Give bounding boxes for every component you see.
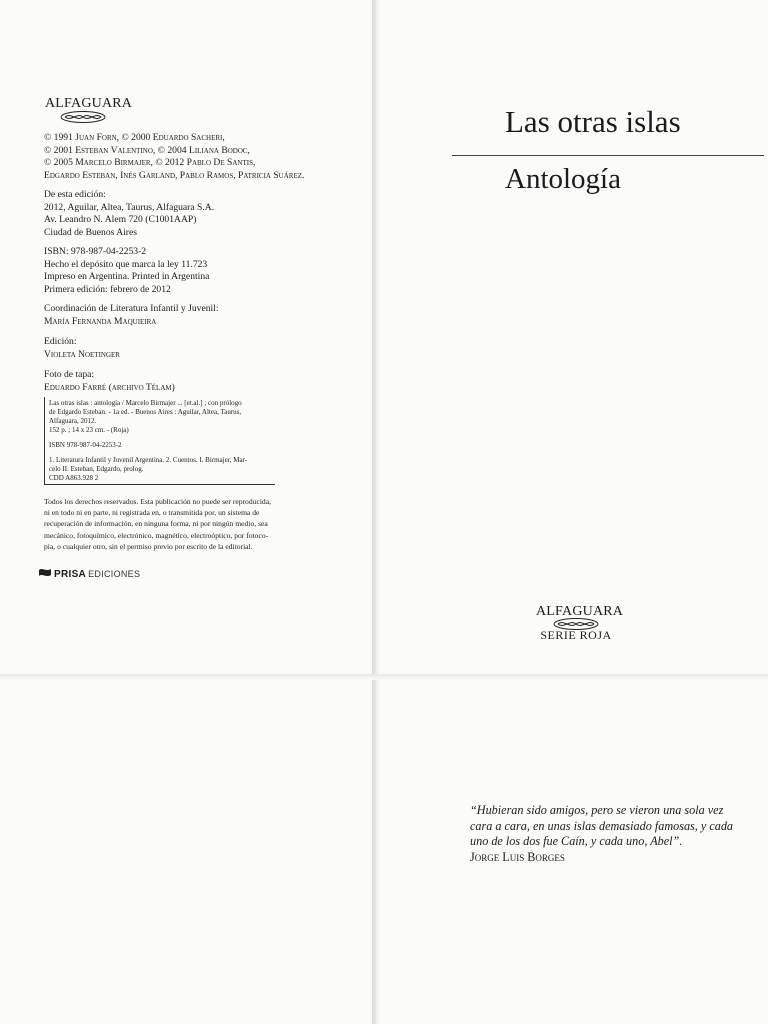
printed-in-line: Impreso en Argentina. Printed in Argentina: [44, 271, 210, 283]
spine-shadow-bottom: [372, 680, 380, 1024]
alfaguara-logo-right: [536, 604, 624, 643]
edition-block: [44, 189, 344, 239]
coordination-label: Coordinación de Literatura Infantil y Juvenil:: [44, 303, 219, 314]
publisher-light: EDICIONES: [88, 569, 141, 579]
rights-line: recuperación de información, en ninguna forma, ni por ningún medio, sea: [44, 519, 268, 529]
catalog-line: 1. Literatura Infantil y Juvenil Argentina. 2. Cuentos. I. Birmajer, Mar-: [49, 456, 248, 464]
rights-line: mecánico, fotoquímico, electrónico, magnético, electroóptico, por fotoco-: [44, 530, 269, 540]
catalog-line: Alfaguara, 2012.: [49, 417, 97, 425]
logo-ornament-icon: [59, 110, 107, 124]
copyright-line: © 2005 Marcelo Birmajer, © 2012 Pablo De Santis,: [44, 157, 256, 169]
editing-block: [44, 336, 344, 361]
isbn-line: ISBN: 978-987-04-2253-2: [44, 246, 147, 257]
rights-line: pia, o cualquier otro, sin el permiso previo por escrito de la editorial.: [44, 541, 253, 551]
copyright-line: Edgardo Esteban, Inés Garland, Pablo Ramos, Patricia Suárez.: [44, 169, 305, 181]
page-break: [0, 674, 768, 680]
logo-word: ALFAGUARA: [536, 604, 624, 619]
spine-shadow-top: [372, 0, 380, 674]
coordination-name: María Fernanda Maquieira: [44, 315, 157, 327]
epigraph: [470, 803, 765, 865]
logo-word: ALFAGUARA: [45, 96, 133, 111]
cover-photo-block: [44, 369, 344, 394]
epigraph-author: Jorge Luis Borges: [470, 849, 565, 864]
catalog-line: de Edgardo Esteban. - 1a ed. - Buenos Aires : Aguilar, Altea, Taurus,: [49, 408, 242, 416]
catalog-line: celo II. Esteban, Edgardo, prolog.: [49, 465, 144, 473]
catalog-line: Las otras islas : antología / Marcelo Birmajer ... [et.al.] ; con prólogo: [49, 399, 242, 407]
edition-line: De esta edición:: [44, 189, 106, 200]
edition-line: Av. Leandro N. Alem 720 (C1001AAP): [44, 214, 197, 226]
copyright-line: © 2001 Esteban Valentino, © 2004 Liliana Bodoc,: [44, 144, 250, 156]
cover-photo-name: Eduardo Farré (archivo Télam): [44, 381, 175, 393]
epigraph-line: cara a cara, en unas islas demasiado famosas, y cada: [470, 818, 734, 833]
edition-line: 2012, Aguilar, Altea, Taurus, Alfaguara S.A.: [44, 201, 215, 213]
book-title: Las otras islas: [505, 104, 681, 139]
book-subtitle: Antología: [505, 163, 621, 195]
alfaguara-logo-left: [45, 96, 133, 124]
copyright-block: [44, 132, 344, 182]
catalog-record: [44, 397, 275, 485]
coordination-block: [44, 303, 344, 328]
isbn-block: [44, 246, 344, 296]
rights-line: Todos los derechos reservados. Esta publicación no puede ser reproducida,: [44, 497, 271, 506]
catalog-line: CDD A863.928 2: [49, 474, 99, 482]
editing-name: Violeta Noetinger: [44, 348, 120, 360]
edition-line: Ciudad de Buenos Aires: [44, 226, 137, 238]
rights-notice: [44, 496, 306, 552]
first-edition-line: Primera edición: febrero de 2012: [44, 283, 171, 295]
editing-label: Edición:: [44, 336, 77, 347]
catalog-line: ISBN 978-987-04-2253-2: [49, 441, 122, 449]
publisher-bold: PRISA: [54, 568, 87, 580]
cover-photo-label: Foto de tapa:: [44, 369, 95, 380]
rights-line: ni en todo ni en parte, ni registrada en, o transmitida por, un sistema de: [44, 508, 260, 518]
epigraph-line: “Hubieran sido amigos, pero se vieron una sola vez: [470, 803, 724, 817]
catalog-line: 152 p. ; 14 x 23 cm. - (Roja): [49, 426, 129, 434]
copyright-line: © 1991 Juan Forn, © 2000 Eduardo Sacheri,: [44, 132, 225, 143]
legal-deposit-line: Hecho el depósito que marca la ley 11.723: [44, 258, 208, 270]
prisa-ediciones-logo: [38, 567, 140, 581]
prisa-flag-icon: [38, 567, 52, 581]
title-rule: [452, 155, 764, 156]
series-label: SERIE ROJA: [540, 628, 612, 642]
epigraph-line: uno de los dos fue Caín, y cada uno, Abel”.: [470, 834, 683, 848]
